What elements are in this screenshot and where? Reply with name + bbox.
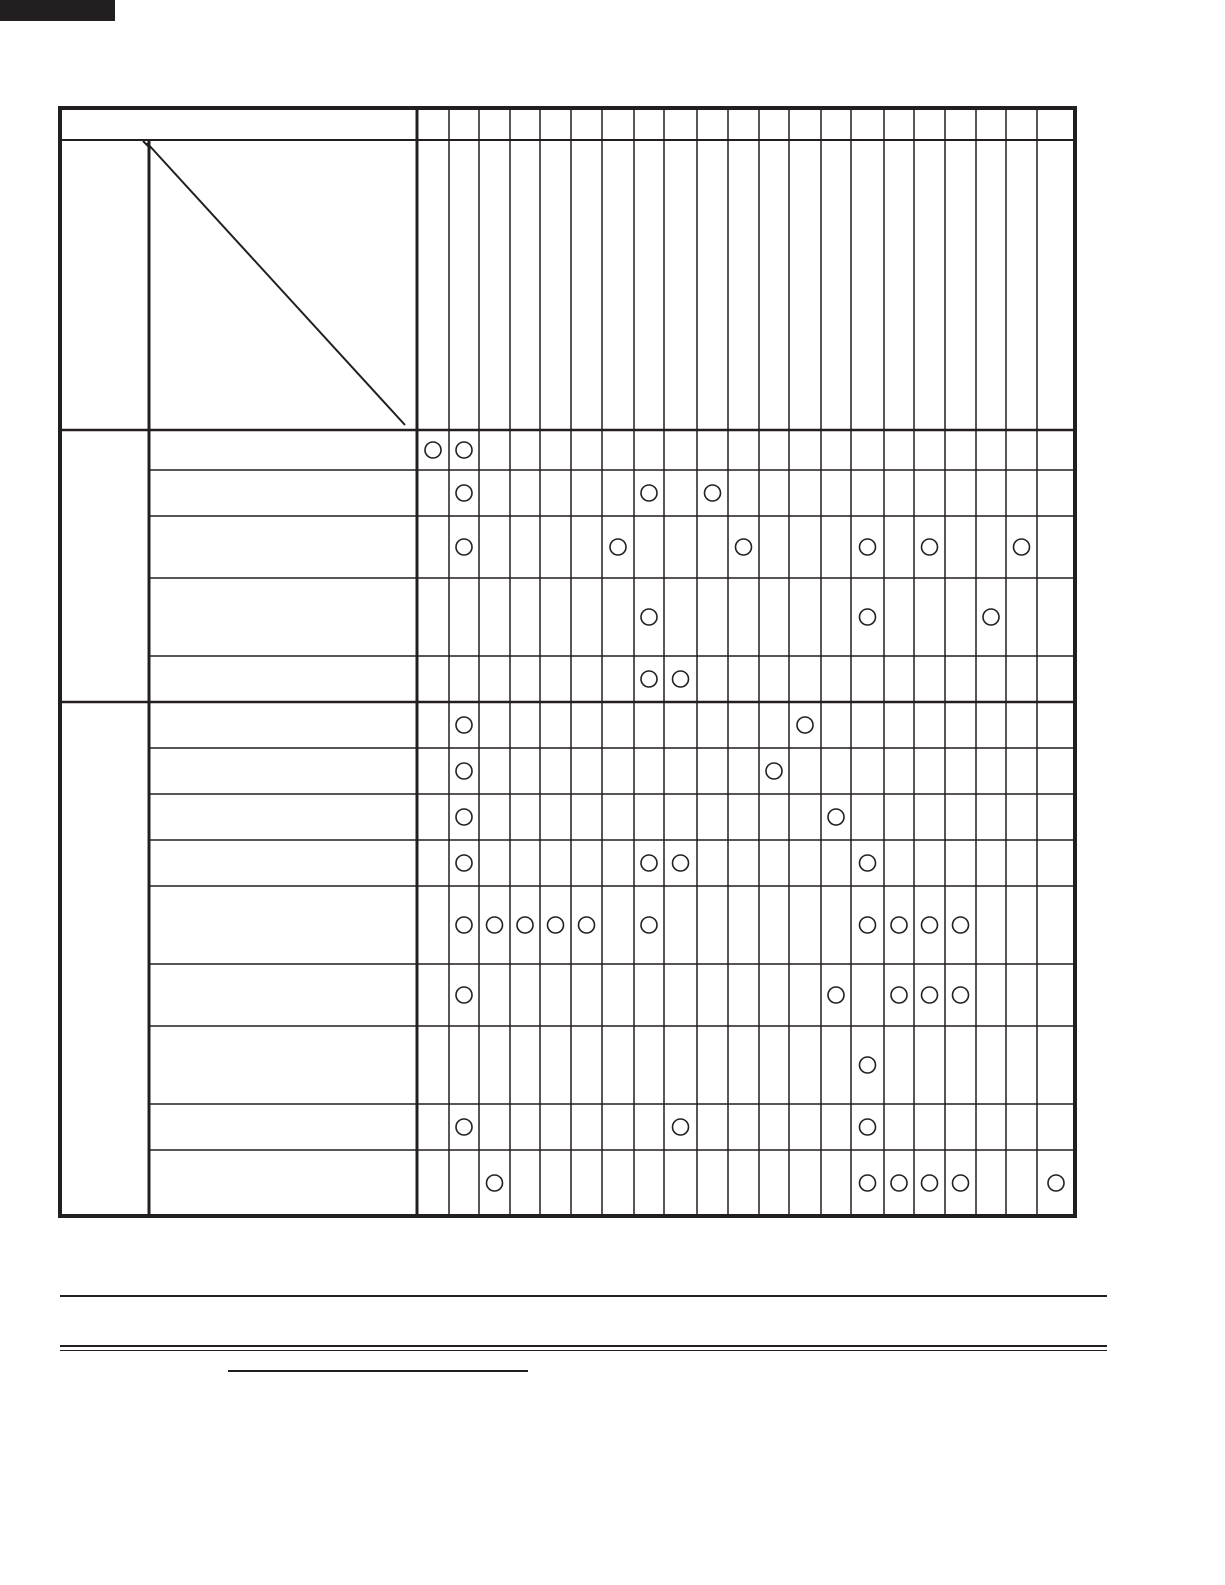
table-grid [60,108,1075,1216]
check-circle-mark [487,917,503,933]
check-circle-mark [456,987,472,1003]
check-circle-mark [456,539,472,555]
check-circle-mark [641,485,657,501]
check-circle-mark [641,671,657,687]
check-circle-mark [641,917,657,933]
check-circle-mark [673,671,689,687]
check-circle-mark [456,809,472,825]
footer-rule-double [60,1345,1107,1351]
check-circle-mark [953,987,969,1003]
check-circle-mark [797,717,813,733]
check-circle-mark [456,917,472,933]
check-circle-mark [487,1175,503,1191]
check-circle-mark [922,539,938,555]
check-circle-mark [425,442,441,458]
check-circle-mark [922,917,938,933]
check-circle-mark [673,855,689,871]
check-circle-mark [953,917,969,933]
check-circle-mark [1048,1175,1064,1191]
check-circle-mark [891,917,907,933]
check-circle-mark [456,763,472,779]
check-circle-mark [891,1175,907,1191]
check-circle-mark [860,917,876,933]
table-border [60,108,1075,1216]
check-circle-mark [548,917,564,933]
check-circle-mark [860,855,876,871]
check-circle-mark [860,1119,876,1135]
check-circle-mark [922,1175,938,1191]
check-circle-mark [983,609,999,625]
check-circle-mark [828,809,844,825]
check-circle-mark [828,987,844,1003]
check-circle-mark [641,609,657,625]
check-circle-mark [456,855,472,871]
check-circle-mark [456,485,472,501]
check-circle-mark [922,987,938,1003]
check-circle-mark [456,717,472,733]
check-circle-mark [766,763,782,779]
check-circle-mark [705,485,721,501]
footer-underline [228,1370,528,1372]
check-circle-mark [456,1119,472,1135]
check-circle-mark [736,539,752,555]
check-circle-mark [891,987,907,1003]
check-circle-mark [517,917,533,933]
check-circle-mark [673,1119,689,1135]
footer-rule-top [60,1295,1107,1297]
diagonal-line [147,143,405,425]
check-circle-mark [610,539,626,555]
check-circle-mark [860,1057,876,1073]
check-circle-mark [860,609,876,625]
check-circle-mark [641,855,657,871]
check-circle-mark [456,442,472,458]
check-circle-mark [953,1175,969,1191]
table-marks [425,442,1064,1191]
check-circle-mark [860,539,876,555]
check-circle-mark [1014,539,1030,555]
check-circle-mark [579,917,595,933]
check-circle-mark [860,1175,876,1191]
